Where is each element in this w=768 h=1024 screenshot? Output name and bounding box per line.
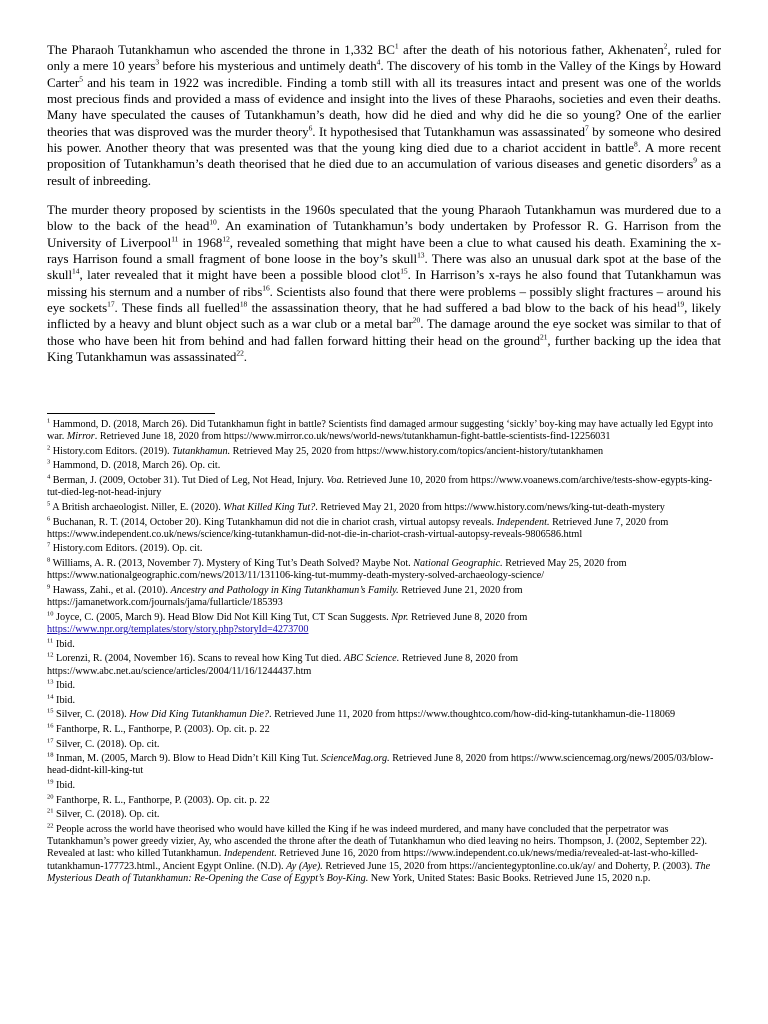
text-run: , later revealed that it might have been a possible blood clot: [79, 267, 401, 283]
footnote-number: 12: [47, 651, 54, 659]
footnote-italic: How Did King Tutankhamun Die?: [129, 709, 270, 721]
footnote-ref: 9: [693, 156, 697, 166]
footnote-ref: 21: [540, 332, 548, 342]
footnote-number: 6: [47, 515, 51, 523]
footnote-text: People across the world have theorised who would have killed the King if he was indeed murdered, and many have concluded that the perpetrator was Tutankhamun’s power greedy vizier, Ay, who ascended the throne after the death of Tutankhamun who died leaving no heirs. Thompson, J. (2002, September 22). Revealed at last: who killed Tutankhamun.: [47, 823, 708, 860]
footnote: [47, 612, 721, 637]
footnote-italic: National Geographic.: [413, 558, 503, 570]
footnote: [47, 558, 721, 583]
footnote-text: Lorenzi, R. (2004, November 16). Scans to reveal how King Tut died.: [53, 653, 344, 665]
footnote-number: 3: [47, 459, 51, 467]
footnote: [47, 753, 721, 778]
footnote-text: Joyce, C. (2005, March 9). Head Blow Did Not Kill King Tut, CT Scan Suggests.: [53, 611, 392, 623]
footnote: [47, 475, 721, 500]
text-run: in 1968: [178, 234, 223, 250]
footnote-text: . Retrieved June 11, 2020 from https://www.thoughtco.com/how-did-king-tutankhamun-die-118069: [269, 709, 676, 721]
footnote: [47, 824, 721, 885]
footnote-ref: 1: [394, 41, 399, 51]
footnote-text: History.com Editors. (2019). Op. cit.: [50, 543, 203, 555]
text-run: and his team in 1922 was incredible. Finding a tomb still with all its treasures intact and present was one of the worlds most precious finds and provided a mass of evidence and insight into the lives of these Pharaohs, societies and even their deaths. Many have speculated the causes of Tutankhamun’s death, how did he died and why did he die so young? One of the earlier theories that was disproved was the murder theory: [47, 74, 721, 139]
text-run: . The damage around the eye socket was similar to that of those who have been hit from behind and had fallen forward hitting their head on the ground: [47, 316, 721, 348]
footnote-number: 10: [47, 610, 54, 618]
footnote-text: A British archaeologist. Niller, E. (2020).: [50, 501, 224, 513]
text-run: . Scientists also found that there were problems – possibly slight fractures – around his eye sockets: [47, 283, 722, 316]
footnote-ref: 14: [72, 267, 80, 277]
text-run: . These finds all fuelled: [114, 300, 240, 316]
footnote-number: 18: [47, 751, 54, 759]
footnote-italic: Independent.: [496, 516, 550, 528]
footnote: [47, 739, 721, 751]
footnote-italic: The Mysterious Death of Tutankhamun: Re-Opening the Case of Egypt’s Boy-King.: [47, 860, 711, 885]
footnote-number: 2: [47, 444, 51, 452]
footnote: [47, 502, 721, 514]
text-run: The Pharaoh Tutankhamun who ascended the throne in 1,332 BC: [47, 42, 395, 57]
text-run: , further backing up the idea that King Tutankhamun was assassinated: [47, 332, 721, 365]
footnote: [47, 695, 721, 707]
footnote-number: 21: [47, 807, 54, 815]
footnote-text: Hammond, D. (2018, March 26). Op. cit.: [50, 460, 221, 472]
footnote: [47, 585, 721, 610]
text-run: . It hypothesised that Tutankhamun was assassinated: [312, 123, 585, 139]
footnote-text: Retrieved June 8, 2020 from https://www.abc.net.au/science/articles/2004/11/16/1244437.htm: [47, 653, 519, 677]
footnote-text: . Retrieved June 18, 2020 from https://www.mirror.co.uk/news/world-news/tutankhamun-fight-battle-scientists-find-12256031: [94, 431, 611, 443]
footnote-text: Retrieved June 16, 2020 from https://www.independent.co.uk/news/media/revealed-at-last-who-killed-tutankhamun-177723.html., Ancient Egypt Online. (N.D).: [47, 848, 699, 872]
text-run: , ruled for only a mere 10 years: [47, 42, 721, 74]
footnote-italic: Mirror: [66, 431, 95, 443]
text-run: , likely inflicted by a heavy and blunt object such as a war club or a metal bar: [47, 300, 721, 332]
footnote-text: Retrieved June 21, 2020 from https://jamanetwork.com/journals/jama/fullarticle/185393: [47, 584, 523, 609]
footnote-text: Silver, C. (2018).: [53, 709, 130, 721]
footnote: [47, 809, 721, 821]
footnote-ref: 18: [239, 299, 248, 309]
footnote: [47, 795, 721, 807]
footnote-text: Silver, C. (2018). Op. cit.: [53, 738, 160, 750]
footnote-italic: Voa.: [326, 475, 345, 487]
footnote-ref: 22: [236, 348, 244, 358]
footnote: [47, 639, 721, 651]
footnote-ref: 17: [107, 299, 115, 309]
footnote-italic: ABC Science.: [343, 653, 400, 665]
footnote-separator: [47, 413, 215, 414]
footnote-number: 4: [47, 473, 51, 481]
footnote-ref: 10: [209, 218, 217, 228]
footnote-text: Retrieved June 8, 2020 from: [408, 611, 528, 623]
footnote-italic: Tutankhamun.: [172, 445, 231, 457]
footnote-text: Williams, A. R. (2013, November 7). Mystery of King Tut’s Death Solved? Maybe Not.: [50, 558, 414, 570]
footnote-text: New York, United States: Basic Books. Retrieved June 15, 2020 n.p.: [368, 873, 651, 885]
footnote: [47, 543, 721, 555]
footnote-text: Retrieved May 25, 2020 from https://www.history.com/topics/ancient-history/tutankhamen: [230, 445, 604, 457]
footnote: [47, 419, 721, 444]
footnotes: [47, 419, 721, 888]
text-run: after the death of his notorious father, Akhenaten: [398, 42, 664, 57]
body-paragraph-2: [47, 202, 721, 365]
text-run: the assassination theory, that he had suffered a bad blow to the back of his head: [247, 300, 677, 316]
footnote-ref: 8: [634, 139, 638, 149]
footnote-ref: 15: [400, 267, 408, 277]
text-run: . In Harrison’s x-rays he also found that Tutankhamun was missing his sternum and a number of ribs: [47, 267, 722, 299]
footnote-number: 11: [47, 637, 54, 645]
footnote-text: Ibid.: [53, 780, 76, 792]
footnote-number: 22: [47, 822, 54, 830]
footnote-text: . Retrieved May 21, 2020 from https://www.history.com/news/king-tut-death-mystery: [315, 501, 665, 513]
footnote-ref: 16: [262, 283, 270, 293]
footnote: [47, 517, 721, 542]
footnote-text: Retrieved June 7, 2020 from https://www.independent.co.uk/news/science/king-tutankhamun-did-not-die-in-chariot-crash-virtual-autopsy-reveals-9806586.html: [47, 516, 669, 540]
footnote-number: 20: [47, 793, 54, 801]
footnote-link[interactable]: https://www.npr.org/templates/story/story.php?storyId=4273700: [47, 624, 309, 636]
footnote-text: Ibid.: [53, 680, 76, 692]
footnote-number: 7: [47, 542, 51, 550]
text-run: . There was also an unusual dark spot at the base of the skull: [47, 251, 721, 283]
footnote-italic: Independent.: [223, 848, 277, 860]
footnote-number: 15: [47, 708, 54, 715]
text-run: The murder theory proposed by scientists in the 1960s speculated that the young Pharaoh Tutankhamun was murdered due to a blow to the back of the head: [47, 202, 721, 234]
footnote-text: Retrieved June 15, 2020 from https://ancientegyptonline.co.uk/ay/ and Doherty, P. (2003).: [322, 860, 695, 872]
footnote: [47, 780, 721, 792]
text-run: .: [243, 349, 247, 365]
footnote-ref: 19: [676, 299, 685, 309]
footnote-number: 5: [47, 500, 51, 508]
footnote-text: History.com Editors. (2019).: [50, 445, 173, 457]
footnote-text: Inman, M. (2005, March 9). Blow to Head Didn’t Kill King Tut.: [53, 753, 322, 765]
footnote-number: 17: [47, 737, 54, 745]
footnote-text: Hammond, D. (2018, March 26). Did Tutankhamun fight in battle? Scientists find damaged armour suggesting ‘sickly’ boy-king may have actually led Egypt into war.: [47, 419, 713, 443]
footnote-ref: 13: [417, 250, 425, 260]
footnote-text: Berman, J. (2009, October 31). Tut Died of Leg, Not Head, Injury.: [50, 475, 327, 487]
footnote-text: Fanthorpe, R. L., Fanthorpe, P. (2003). Op. cit. p. 22: [53, 794, 270, 806]
footnote-text: Retrieved June 10, 2020 from https://www.voanews.com/archive/tests-show-egypts-king-tut-died-leg-not-head-injury: [47, 475, 713, 499]
footnote-text: Ibid.: [53, 638, 75, 650]
footnote-text: Silver, C. (2018). Op. cit.: [53, 809, 160, 821]
footnote: [47, 446, 721, 458]
footnote-number: 14: [47, 693, 54, 701]
footnote-italic: Npr.: [391, 611, 409, 623]
footnote: [47, 653, 721, 678]
footnote-ref: 6: [308, 123, 313, 133]
text-run: before his mysterious and untimely death: [159, 58, 377, 74]
text-run: . A more recent proposition of Tutankhamun’s death theorised that he died due to an accumulation of various diseases and genetic disorders: [47, 140, 721, 172]
footnote-ref: 2: [663, 41, 668, 51]
footnote-text: Fanthorpe, R. L., Fanthorpe, P. (2003). Op. cit. p. 22: [53, 723, 270, 735]
footnote-ref: 7: [585, 123, 589, 133]
footnote-ref: 4: [376, 58, 381, 68]
footnote: [47, 680, 721, 692]
footnote-italic: Ancestry and Pathology in King Tutankhamun’s Family.: [170, 584, 399, 596]
footnote-number: 1: [47, 417, 51, 425]
body-paragraph-1: [47, 42, 721, 189]
footnote-text: Buchanan, R. T. (2014, October 20). King Tutankhamun did not die in chariot crash, virtual autopsy reveals.: [50, 516, 497, 528]
footnote-italic: ScienceMag.org.: [321, 753, 390, 765]
text-run: . An examination of Tutankhamun’s body undertaken by Professor R. G. Harrison from the University of Liverpool: [47, 218, 721, 250]
footnote-number: 8: [47, 556, 51, 564]
footnote-text: Retrieved May 25, 2020 from https://www.nationalgeographic.com/news/2013/11/131106-king-tut-mummy-death-mystery-solved-archaeology-science/: [47, 558, 627, 582]
footnote-text: Retrieved June 8, 2020 from https://www.sciencemag.org/news/2005/03/blow-head-didnt-kill-king-tut: [47, 753, 714, 777]
text-run: by someone who desired his power. Another theory that was presented was that the young king died due to a chariot accident in battle: [47, 123, 721, 156]
text-run: . The discovery of his tomb in the Valley of the Kings by Howard Carter: [47, 58, 721, 90]
footnote-ref: 20: [412, 316, 421, 326]
footnote: [47, 724, 721, 736]
footnote-italic: What Killed King Tut?: [223, 501, 316, 513]
footnote-text: Hawass, Zahi., et al. (2010).: [50, 584, 171, 596]
footnote-number: 16: [47, 722, 54, 730]
footnote-italic: Ay (Aye).: [286, 860, 323, 872]
footnote-number: 19: [47, 778, 54, 786]
footnote-number: 9: [47, 583, 51, 591]
footnote-ref: 11: [171, 234, 179, 244]
footnote-number: 13: [47, 678, 54, 686]
footnote-ref: 12: [222, 234, 230, 244]
footnote-ref: 3: [155, 58, 160, 68]
footnote-text: Ibid.: [53, 694, 76, 706]
text-run: as a result of inbreeding.: [47, 156, 721, 188]
footnote-ref: 5: [79, 74, 83, 84]
text-run: , revealed something that might have been a clue to what caused his death. Examining the x-rays Harrison found a small fragment of bone loose in the boy’s skull: [47, 234, 721, 267]
footnote: [47, 709, 721, 721]
footnote: [47, 460, 721, 472]
